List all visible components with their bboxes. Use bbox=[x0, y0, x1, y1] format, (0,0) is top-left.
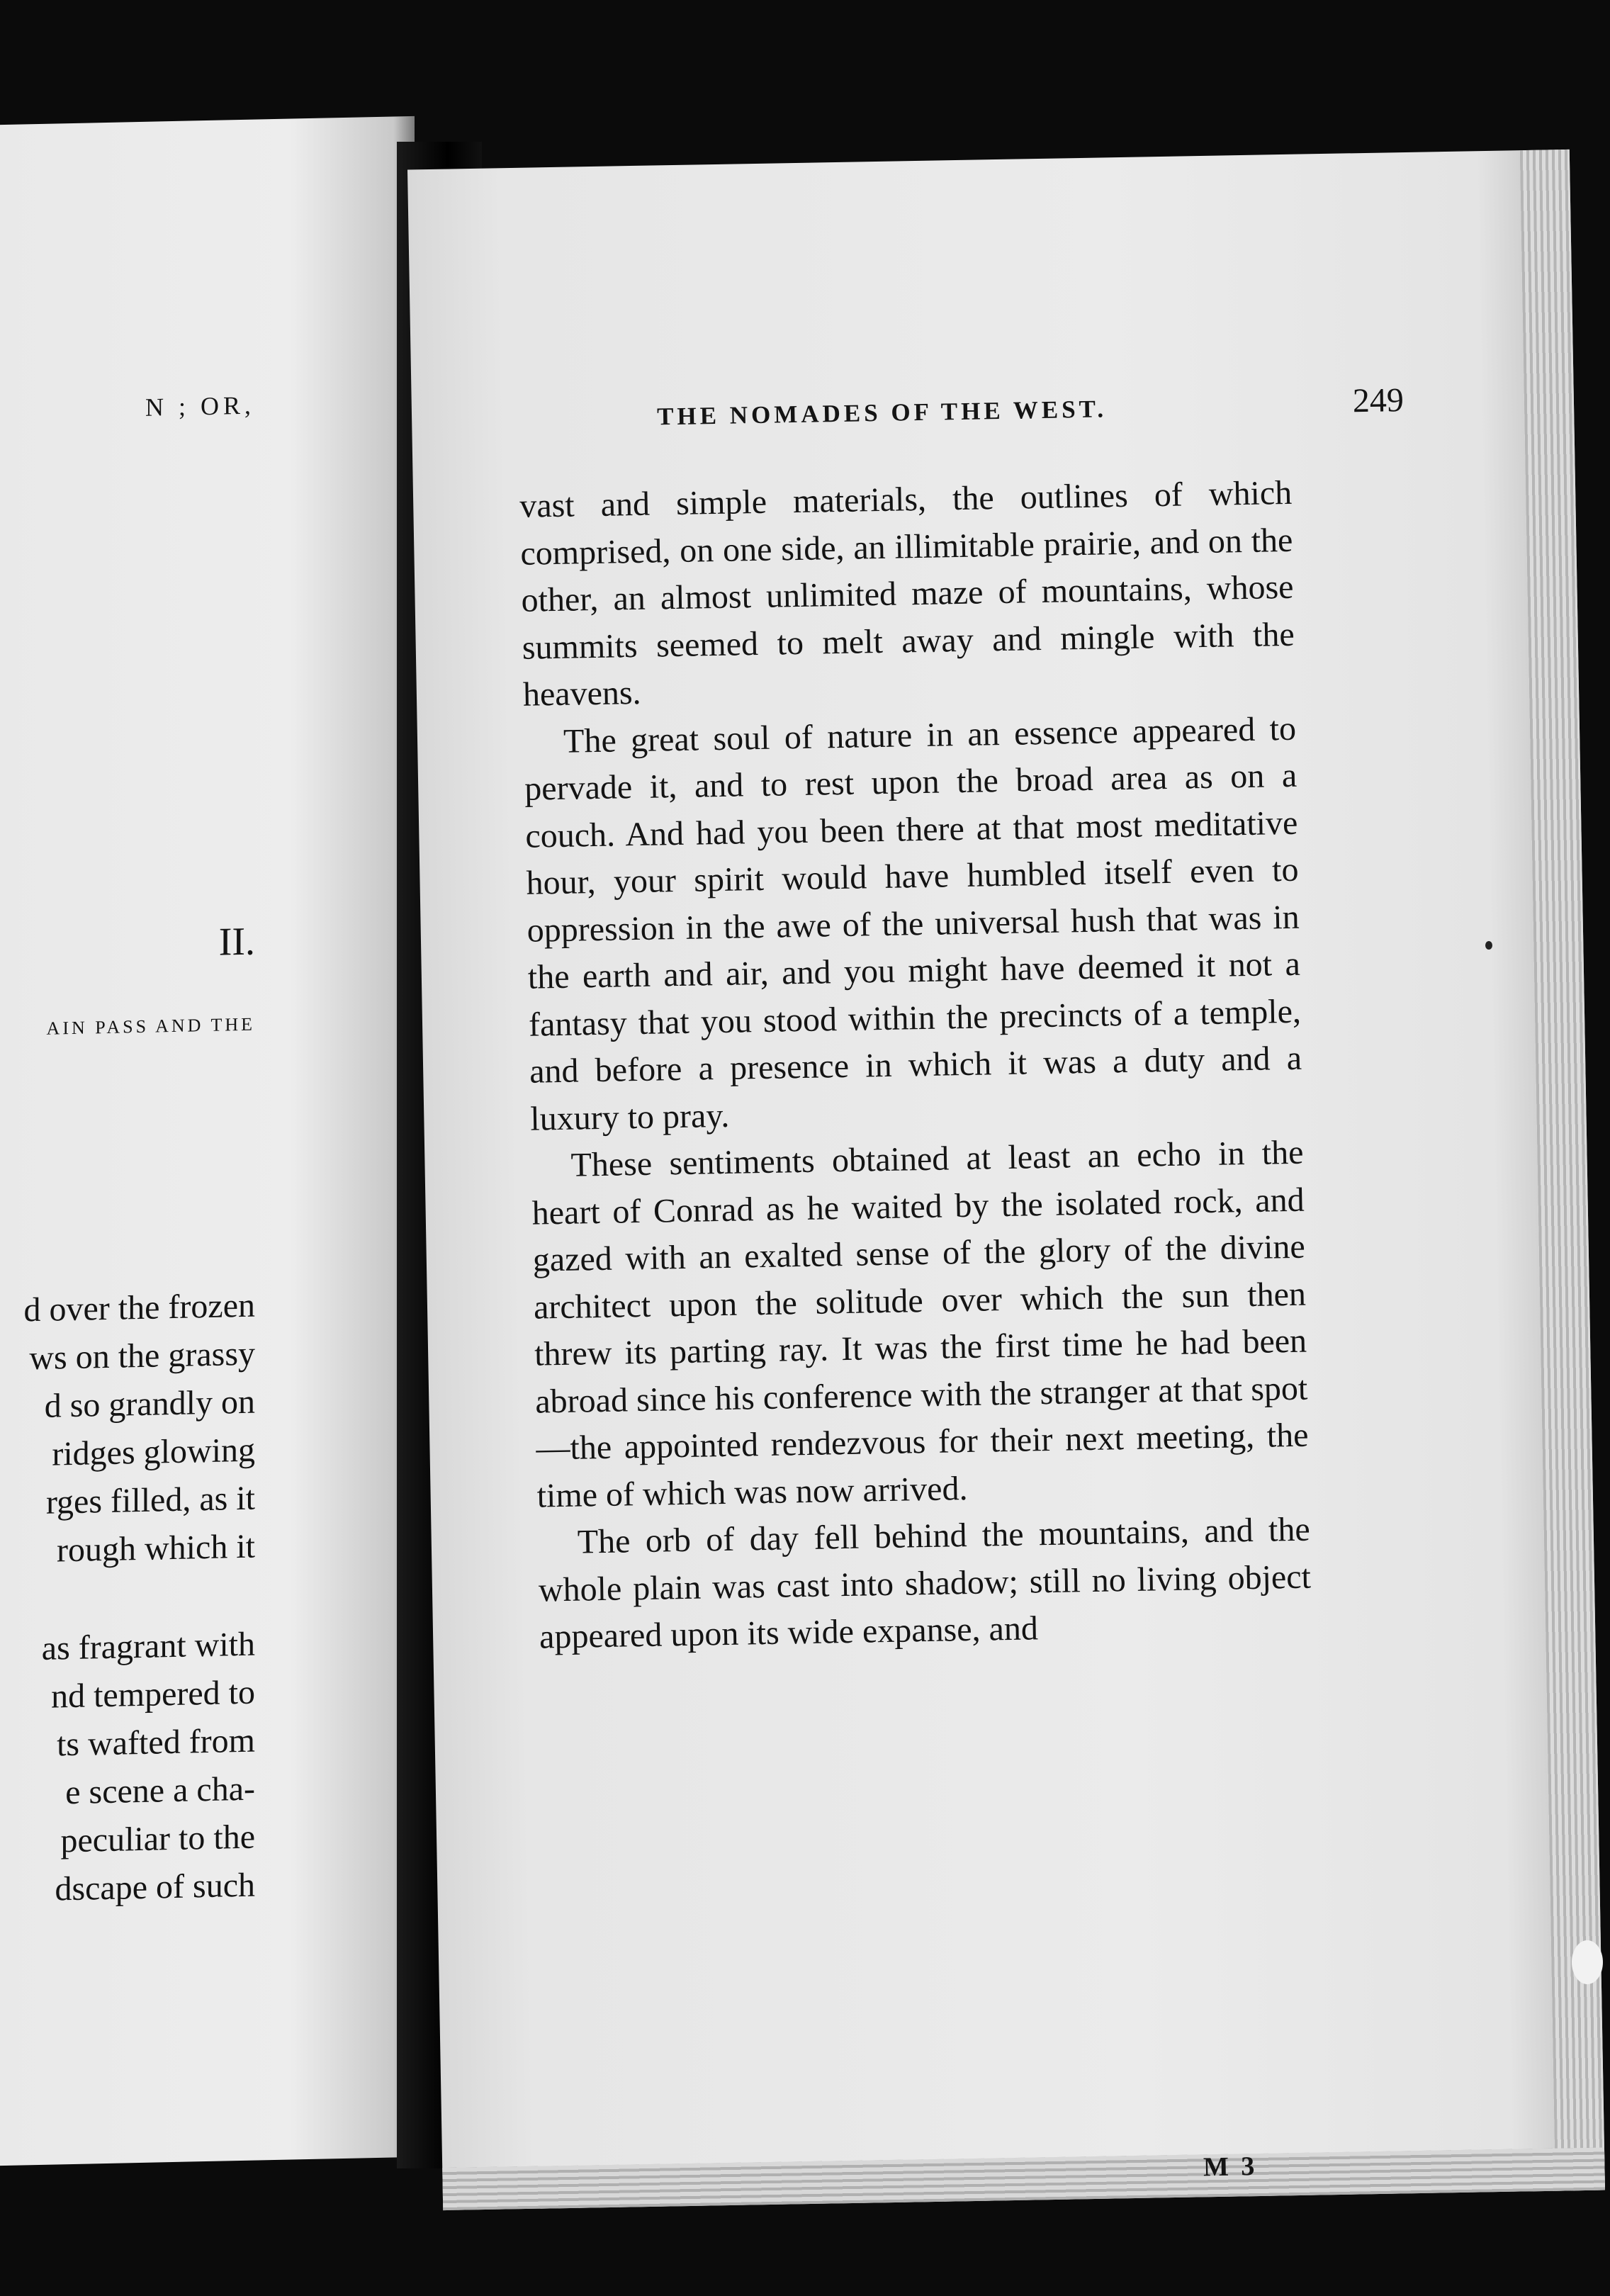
left-text-line: as fragrant with bbox=[41, 1625, 255, 1667]
left-text-line: ts wafted from bbox=[57, 1721, 255, 1764]
left-chapter-heading-fragment: II. bbox=[218, 919, 255, 964]
left-text-line: d over the frozen bbox=[23, 1286, 255, 1329]
left-running-head-fragment: N ; OR, bbox=[145, 390, 255, 422]
left-text-line: rough which it bbox=[57, 1527, 255, 1570]
paragraph: The great soul of nature in an essence appeared to pervade it, and to rest upon the broad area as on a couch. And had you been there at that most meditative hour, your spirit would have humbled itself even to oppression in the awe of the universal hush that was in the earth and air, and you might have deemed it not a fantasy that you stood within the precincts of a temple, and before a presence in which it was a duty and a luxury to pray. bbox=[524, 709, 1302, 1138]
left-page bbox=[0, 116, 415, 2166]
left-chapter-subtitle-fragment: AIN PASS AND THE bbox=[46, 1013, 255, 1039]
right-page bbox=[407, 150, 1605, 2210]
left-text-line: d so grandly on bbox=[44, 1383, 255, 1425]
scan-speck bbox=[1572, 1940, 1603, 1984]
paragraph: These sentiments obtained at least an echo in the heart of Conrad as he waited by the isolated rock, and gazed with an exalted sense of the glory of the divine architect upon the solitude over which the sun then threw its parting ray. It was the first time he had been abroad since his conference with the stranger at that spot—the appointed rendezvous for their next meeting, the time of which was now arrived. bbox=[531, 1133, 1309, 1515]
paragraph: The orb of day fell behind the mountains, and the whole plain was cast into shadow; still no living object appeared upon its wide expanse, and bbox=[538, 1510, 1312, 1656]
signature-mark: M 3 bbox=[1203, 2151, 1258, 2183]
left-text-line: ws on the grassy bbox=[29, 1334, 255, 1378]
left-text-line: rges filled, as it bbox=[45, 1479, 255, 1521]
body-text bbox=[519, 470, 1312, 2183]
scan-speck bbox=[1485, 941, 1492, 950]
left-text-line: nd tempered to bbox=[51, 1673, 255, 1716]
page-fore-edge bbox=[1520, 150, 1605, 2191]
running-head: THE NOMADES OF THE WEST. bbox=[656, 395, 1108, 431]
page-number: 249 bbox=[1352, 381, 1404, 420]
left-text-line: ridges glowing bbox=[52, 1431, 255, 1473]
paragraph: vast and simple materials, the outlines of which comprised, on one side, an illimitable prairie, and on the other, an almost unlimited maze of mountains, whose summits seemed to melt away and mingle with the heavens. bbox=[519, 473, 1295, 714]
left-text-line: peculiar to the bbox=[60, 1818, 255, 1860]
left-text-line: e scene a cha- bbox=[65, 1769, 255, 1812]
left-text-line: dscape of such bbox=[55, 1866, 255, 1908]
